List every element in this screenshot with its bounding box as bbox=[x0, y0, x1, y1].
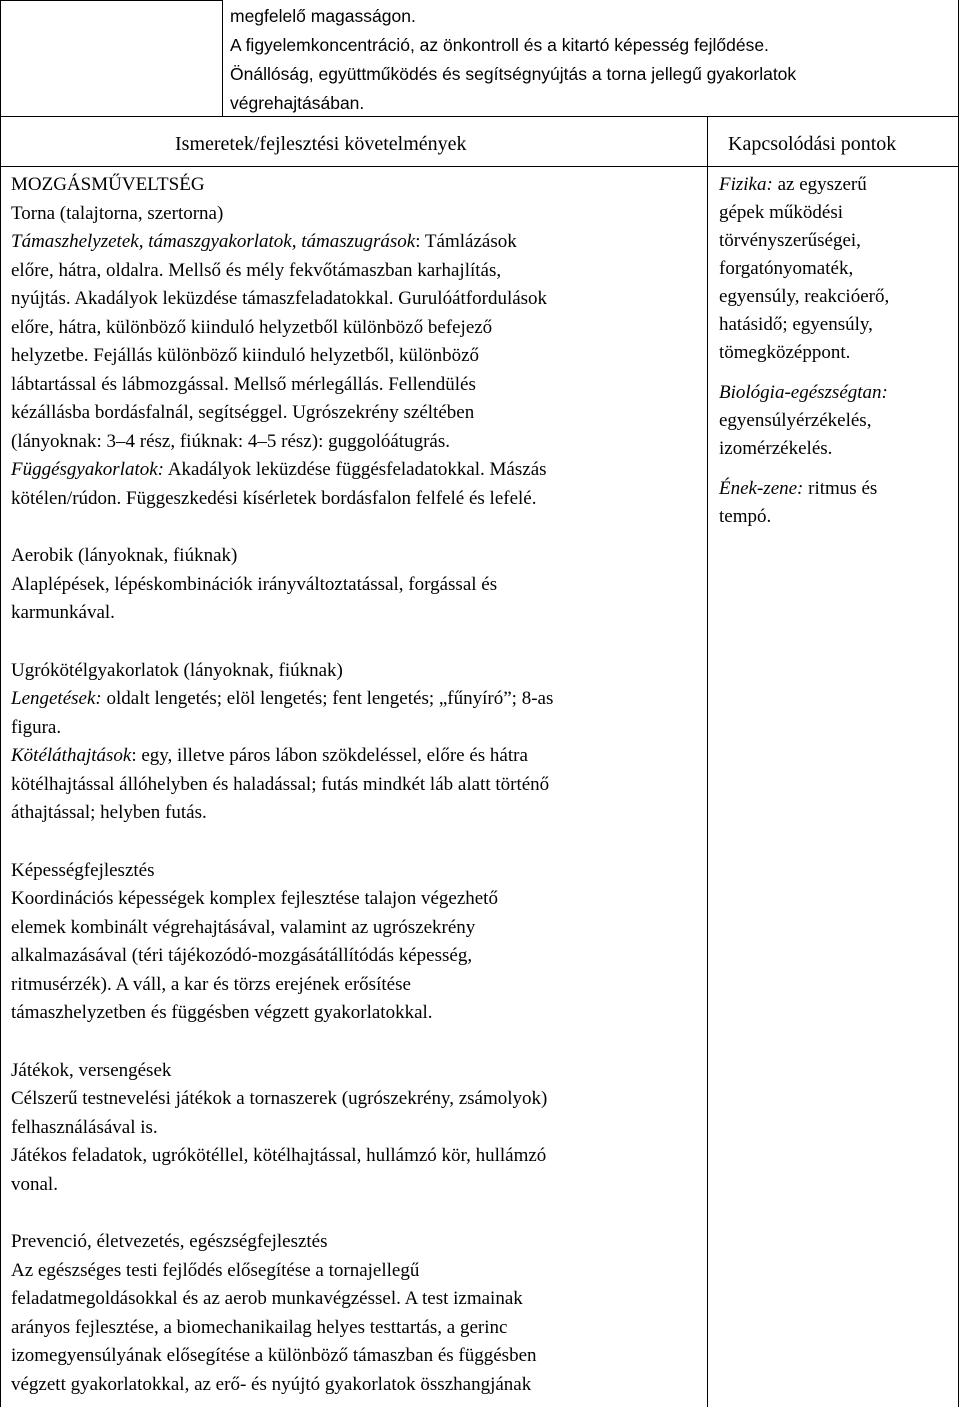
text-line: figura. bbox=[11, 716, 62, 738]
top-line: végrehajtásában. bbox=[230, 93, 365, 113]
text-line: ritmusérzék). A váll, a kar és törzs erejének erősítése bbox=[11, 973, 411, 995]
text-line: előre, hátra, oldalra. Mellső és mély fekvőtámaszban karhajlítás, bbox=[11, 259, 502, 281]
header-row-bottom-border bbox=[0, 166, 959, 167]
text-line: nyújtás. Akadályok leküzdése támaszfeladatokkal. Gurulóátfordulások bbox=[11, 288, 548, 309]
top-line: Önállóság, együttműködés és segítségnyújtás a torna jellegű gyakorlatok bbox=[230, 64, 797, 84]
text-line: támaszhelyzetben és függésben végzett gyakorlatokkal. bbox=[11, 1002, 433, 1023]
section-title: Prevenció, életvezetés, egészségfejlesztés bbox=[11, 1231, 328, 1252]
text-line: végzett gyakorlatokkal, az erő- és nyújtó gyakorlatok összhangjának bbox=[11, 1373, 532, 1395]
text-line: kézállásba bordásfalnál, segítséggel. Ugrószekrény széltében bbox=[11, 402, 475, 423]
text-line: arányos fejlesztése, a biomechanikailag helyes testtartás, a gerinc bbox=[11, 1316, 508, 1338]
text-line: vonal. bbox=[11, 1173, 58, 1195]
side-content bbox=[719, 171, 889, 531]
header-left: Ismeretek/fejlesztési követelmények bbox=[175, 133, 467, 155]
text-line: felhasználásával is. bbox=[11, 1116, 158, 1138]
italic-term: Függésgyakorlatok: bbox=[11, 459, 165, 480]
side-line: gépek működési bbox=[719, 202, 844, 223]
column-divider bbox=[707, 116, 708, 1407]
top-line: A figyelemkoncentráció, az önkontroll és a kitartó képesség fejlődése. bbox=[230, 35, 769, 55]
text-line: áthajtással; helyben futás. bbox=[11, 802, 207, 823]
side-line: forgatónyomaték, bbox=[719, 258, 854, 279]
side-line: Ének-zene: ritmus és bbox=[719, 478, 878, 499]
main-content bbox=[11, 171, 553, 1399]
subject-label-biologia: Biológia-egészségtan: bbox=[719, 382, 888, 403]
text-line: Koordinációs képességek komplex fejlesztése talajon végezhető bbox=[11, 888, 498, 909]
side-line: tempó. bbox=[719, 506, 772, 527]
section-title: Ugrókötélgyakorlatok (lányoknak, fiúknak) bbox=[11, 659, 343, 681]
table-border-top-left bbox=[0, 0, 222, 1]
text-line: Célszerű testnevelési játékok a tornaszerek (ugrószekrény, zsámolyok) bbox=[11, 1088, 548, 1109]
text-line: lábtartással és lábmozgással. Mellső mérlegállás. Fellendülés bbox=[11, 373, 476, 395]
italic-term: Lengetések: bbox=[11, 688, 102, 709]
top-line: megfelelő magasságon. bbox=[230, 6, 416, 26]
side-line: izomérzékelés. bbox=[719, 438, 833, 459]
table-border-left bbox=[0, 0, 1, 1407]
text-line: kötélen/rúdon. Függeszkedési kísérletek bordásfalon felfelé és lefelé. bbox=[11, 487, 537, 509]
italic-term: Kötéláthajtások bbox=[11, 745, 132, 766]
text-line: Lengetések: oldalt lengetés; elöl lengetés; fent lengetés; „fűnyíró”; 8-as bbox=[11, 688, 554, 709]
text-line: előre, hátra, különböző kiinduló helyzetből különböző befejező bbox=[11, 316, 493, 338]
text-line: Függésgyakorlatok: Akadályok leküzdése függésfeladatokkal. Mászás bbox=[11, 459, 547, 480]
italic-term: Támaszhelyzetek, támaszgyakorlatok, támaszugrások bbox=[11, 231, 416, 252]
text-line: Torna (talajtorna, szertorna) bbox=[11, 202, 224, 224]
text-line: feladatmegoldásokkal és az aerob munkavégzéssel. A test izmainak bbox=[11, 1288, 523, 1309]
text-line: alkalmazásával (téri tájékozódó-mozgásátállítódás képesség, bbox=[11, 945, 473, 966]
section-title: MOZGÁSMŰVELTSÉG bbox=[11, 174, 205, 195]
side-line: egyensúlyérzékelés, bbox=[719, 410, 872, 431]
top-text bbox=[230, 2, 796, 118]
text-line: helyzetbe. Fejállás különböző kiinduló helyzetből, különböző bbox=[11, 345, 480, 366]
side-line: tömegközéppont. bbox=[719, 342, 851, 363]
side-line: törvényszerűségei, bbox=[719, 230, 861, 251]
side-line: egyensúly, reakcióerő, bbox=[719, 286, 890, 307]
side-line: hatásidő; egyensúly, bbox=[719, 314, 873, 335]
text-line: kötélhajtással állóhelyben és haladással; futás mindkét láb alatt történő bbox=[11, 773, 550, 795]
subject-label-enek: Ének-zene: bbox=[719, 478, 804, 499]
text-line: Alaplépések, lépéskombinációk irányváltoztatással, forgással és bbox=[11, 573, 498, 595]
text-line: karmunkával. bbox=[11, 602, 115, 623]
text-line: Az egészséges testi fejlődés elősegítése a tornajellegű bbox=[11, 1259, 420, 1281]
text-line: izomegyensúlyának elősegítése a különböző támaszban és függésben bbox=[11, 1345, 537, 1366]
text-line: Kötéláthajtások: egy, illetve páros lábon szökdeléssel, előre és hátra bbox=[11, 745, 528, 766]
text-line: elemek kombinált végrehajtásával, valamint az ugrószekrény bbox=[11, 916, 476, 938]
text-line: (lányoknak: 3–4 rész, fiúknak: 4–5 rész): guggolóátugrás. bbox=[11, 430, 450, 452]
side-line: Fizika: az egyszerű bbox=[719, 174, 867, 195]
header-right: Kapcsolódási pontok bbox=[728, 133, 897, 155]
text-line: Játékos feladatok, ugrókötéllel, kötélhajtással, hullámzó kör, hullámzó bbox=[11, 1145, 547, 1166]
subject-label-fizika: Fizika: bbox=[719, 174, 773, 195]
table-divider-top bbox=[222, 0, 223, 116]
section-title: Aerobik (lányoknak, fiúknak) bbox=[11, 545, 238, 566]
text-line: Támaszhelyzetek, támaszgyakorlatok, támaszugrások: Támlázások bbox=[11, 231, 517, 252]
section-title: Képességfejlesztés bbox=[11, 859, 155, 881]
section-title: Játékok, versengések bbox=[11, 1059, 172, 1081]
table-border-right bbox=[958, 0, 959, 1407]
